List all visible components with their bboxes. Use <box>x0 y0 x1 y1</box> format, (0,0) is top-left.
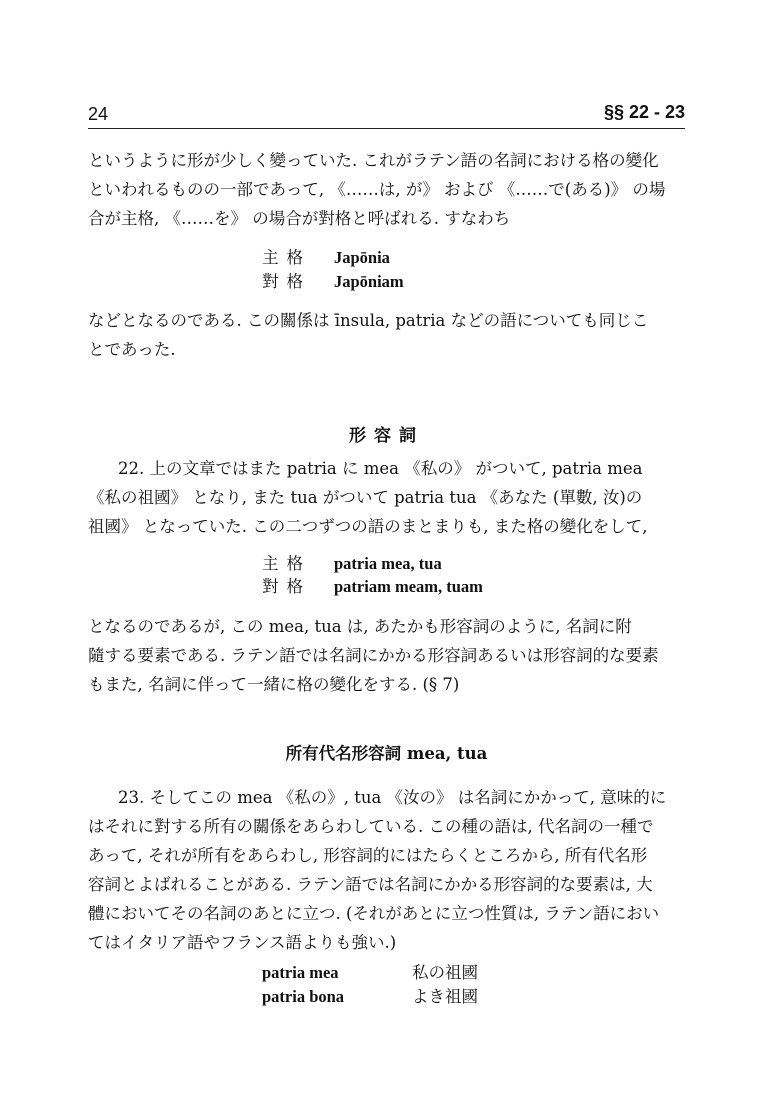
text-line: 祖國》 となっていた. この二つずつの語のまとまりも, また格の變化をして, <box>88 517 648 536</box>
example-row <box>262 271 404 293</box>
latin-form: Japōniam <box>334 272 404 291</box>
example-row <box>262 553 442 575</box>
example-row <box>262 962 478 984</box>
text-line: 《私の祖國》 となり, また tua がついて patria tua 《あなた (單數, 汝)の <box>88 488 643 507</box>
case-label: 對格 <box>262 577 311 596</box>
text-line: 體においてその名詞のあとに立つ. (それがあとに立つ性質は, ラテン語におい <box>88 904 660 923</box>
latin-phrase: patria bona <box>262 987 345 1006</box>
text-line: てはイタリア語やフランス語よりも強い.) <box>88 933 397 952</box>
japanese-gloss: よき祖國 <box>412 987 478 1006</box>
text-line: 22. 上の文章ではまた patria に mea 《私の》 がついて, patria mea <box>118 459 643 478</box>
example-row <box>262 247 390 269</box>
example-row <box>262 986 478 1008</box>
japanese-gloss: 私の祖國 <box>412 963 478 982</box>
text-line: 容詞とよばれることがある. ラテン語では名詞にかかる形容詞的な要素は, 大 <box>88 875 653 894</box>
latin-form: patriam meam, tuam <box>334 577 483 596</box>
case-label: 對格 <box>262 272 311 291</box>
case-label: 主格 <box>262 554 311 573</box>
text-line: 隨する要素である. ラテン語では名詞にかかる形容詞あるいは形容詞的な要素 <box>88 646 659 665</box>
text-line: とであった. <box>88 340 176 359</box>
text-line: もまた, 名詞に伴って一緒に格の變化をする. (§ 7) <box>88 675 460 694</box>
text-line: 23. そしてこの mea 《私の》, tua 《汝の》 は名詞にかかって, 意味的に <box>118 788 667 807</box>
text-line: などとなるのである. この關係は īnsula, patria などの語についても同じこ <box>88 311 649 330</box>
example-row <box>262 576 483 598</box>
page-header <box>88 102 685 129</box>
section-reference: §§ 22 - 23 <box>603 102 685 122</box>
latin-form: Japōnia <box>334 248 390 267</box>
section-heading-adjective: 形容詞 <box>349 426 424 446</box>
latin-phrase: patria mea <box>262 963 339 982</box>
text-line: といわれるものの一部であって, 《……は, が》 および 《……で(ある)》 の場 <box>88 180 666 199</box>
latin-form: patria mea, tua <box>334 554 442 573</box>
case-label: 主格 <box>262 248 311 267</box>
section-heading-possessive: 所有代名形容詞 mea, tua <box>285 744 488 763</box>
text-line: あって, それが所有をあらわし, 形容詞的にはたらくところから, 所有代名形 <box>88 846 648 865</box>
page-number: 24 <box>88 104 109 124</box>
text-line: というように形が少しく變っていた. これがラテン語の名詞における格の變化 <box>88 151 659 170</box>
text-line: はそれに對する所有の關係をあらわしている. この種の語は, 代名詞の一種で <box>88 817 654 836</box>
text-line: 合が主格, 《……を》 の場合が對格と呼ばれる. すなわち <box>88 209 511 228</box>
text-line: となるのであるが, この mea, tua は, あたかも形容詞のように, 名詞に附 <box>88 617 632 636</box>
